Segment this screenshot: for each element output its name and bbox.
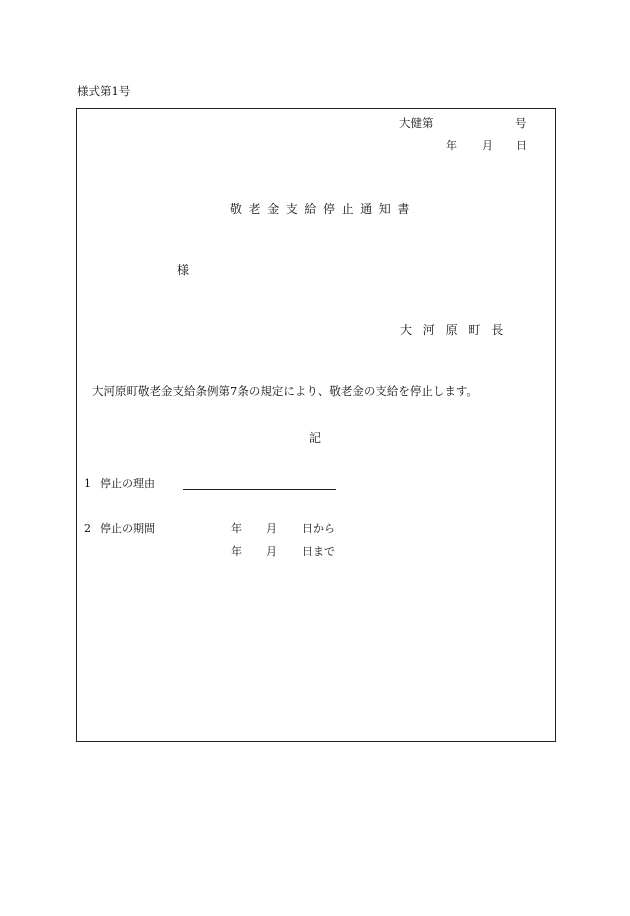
stop-reason-blank-line [183,489,336,490]
issue-date-day-label: 日 [516,139,527,152]
item-2-label: 停止の期間 [100,522,155,535]
issuer-name: 大河原町長 [400,323,515,337]
document-number-suffix: 号 [515,116,527,130]
item-2-number: 2 [84,522,91,535]
period-from-month-label: 月 [266,522,277,535]
issue-date-month-label: 月 [482,139,493,152]
form-number-label: 様式第1号 [77,84,131,98]
recipient-honorific: 様 [177,263,190,277]
issue-date-year-label: 年 [446,139,457,152]
period-from-year-label: 年 [231,522,242,535]
notice-body-text: 大河原町敬老金支給条例第7条の規定により、敬老金の支給を停止します。 [92,384,478,398]
document-title: 敬老金支給停止通知書 [230,202,417,216]
item-1-number: 1 [84,477,91,490]
document-number-prefix: 大健第 [399,116,434,130]
period-to-day-label: 日まで [302,545,335,558]
period-to-month-label: 月 [266,545,277,558]
ki-heading: 記 [309,431,322,445]
period-from-day-label: 日から [302,522,335,535]
period-to-year-label: 年 [231,545,242,558]
item-1-label: 停止の理由 [100,477,155,490]
